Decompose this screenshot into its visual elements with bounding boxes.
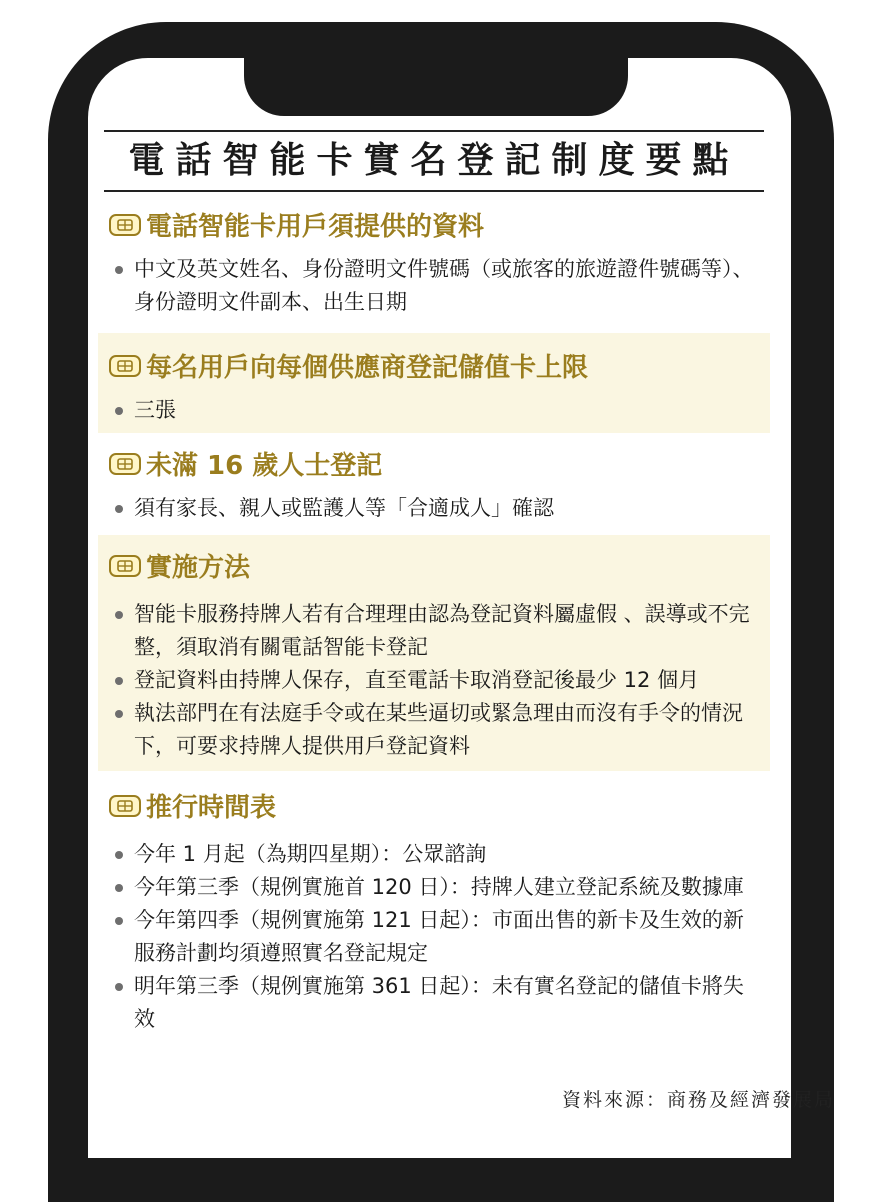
bullet-dot <box>115 917 123 925</box>
sim-card-icon <box>108 214 142 236</box>
list-item: 登記資料由持牌人保存，直至電話卡取消登記後最少 12 個月 <box>108 664 760 697</box>
sim-card-icon <box>108 795 142 817</box>
section-heading <box>108 206 760 243</box>
list-item: 今年第三季（規例實施首 120 日）：持牌人建立登記系統及數據庫 <box>108 871 760 904</box>
bullet-dot <box>115 710 123 718</box>
infographic-content <box>98 130 770 1036</box>
section-heading <box>108 787 760 824</box>
list-item: 執法部門在有法庭手令或在某些逼切或緊急理由而沒有手令的情況下，可要求持牌人提供用戶登記資料 <box>108 697 760 763</box>
bullet-dot <box>115 407 123 415</box>
list-item: 三張 <box>108 394 760 427</box>
list-item: 須有家長、親人或監護人等「合適成人」確認 <box>108 492 760 525</box>
section-card-limit <box>98 333 770 433</box>
section-heading-text: 電話智能卡用戶須提供的資料 <box>146 212 485 242</box>
section-heading-text: 每名用戶向每個供應商登記儲值卡上限 <box>146 353 589 383</box>
section-implementation <box>98 535 770 771</box>
list-item: 中文及英文姓名、身份證明文件號碼（或旅客的旅遊證件號碼等）、身份證明文件副本、出生日期 <box>108 253 760 319</box>
section-timeline <box>98 771 770 1036</box>
bullet-dot <box>115 611 123 619</box>
bullet-dot <box>115 266 123 274</box>
list-item: 今年第四季（規例實施第 121 日起）：市面出售的新卡及生效的新服務計劃均須遵照實名登記規定 <box>108 904 760 970</box>
section-heading <box>108 547 760 584</box>
bullet-dot <box>115 677 123 685</box>
sim-card-icon <box>108 355 142 377</box>
list-item: 明年第三季（規例實施第 361 日起）：未有實名登記的儲值卡將失效 <box>108 970 760 1036</box>
section-heading <box>108 445 760 482</box>
page-title: 電話智能卡實名登記制度要點 <box>128 140 740 181</box>
sim-card-icon <box>108 555 142 577</box>
sim-card-icon <box>108 453 142 475</box>
title-bar <box>104 130 764 192</box>
section-under-16 <box>98 433 770 535</box>
bullet-dot <box>115 505 123 513</box>
list-item: 智能卡服務持牌人若有合理理由認為登記資料屬虛假 、誤導或不完整，須取消有關電話智能卡登記 <box>108 598 760 664</box>
section-heading-text: 未滿 16 歲人士登記 <box>146 451 383 481</box>
list-item: 今年 1 月起（為期四星期）：公眾諮詢 <box>108 838 760 871</box>
section-required-data <box>98 192 770 329</box>
bullet-dot <box>115 851 123 859</box>
bullet-dot <box>115 884 123 892</box>
phone-notch <box>244 52 628 116</box>
section-heading-text: 推行時間表 <box>146 793 277 823</box>
bullet-dot <box>115 983 123 991</box>
section-heading <box>108 347 760 384</box>
source-credit: 資料來源：商務及經濟發展局 <box>561 1089 835 1111</box>
section-heading-text: 實施方法 <box>146 553 251 583</box>
